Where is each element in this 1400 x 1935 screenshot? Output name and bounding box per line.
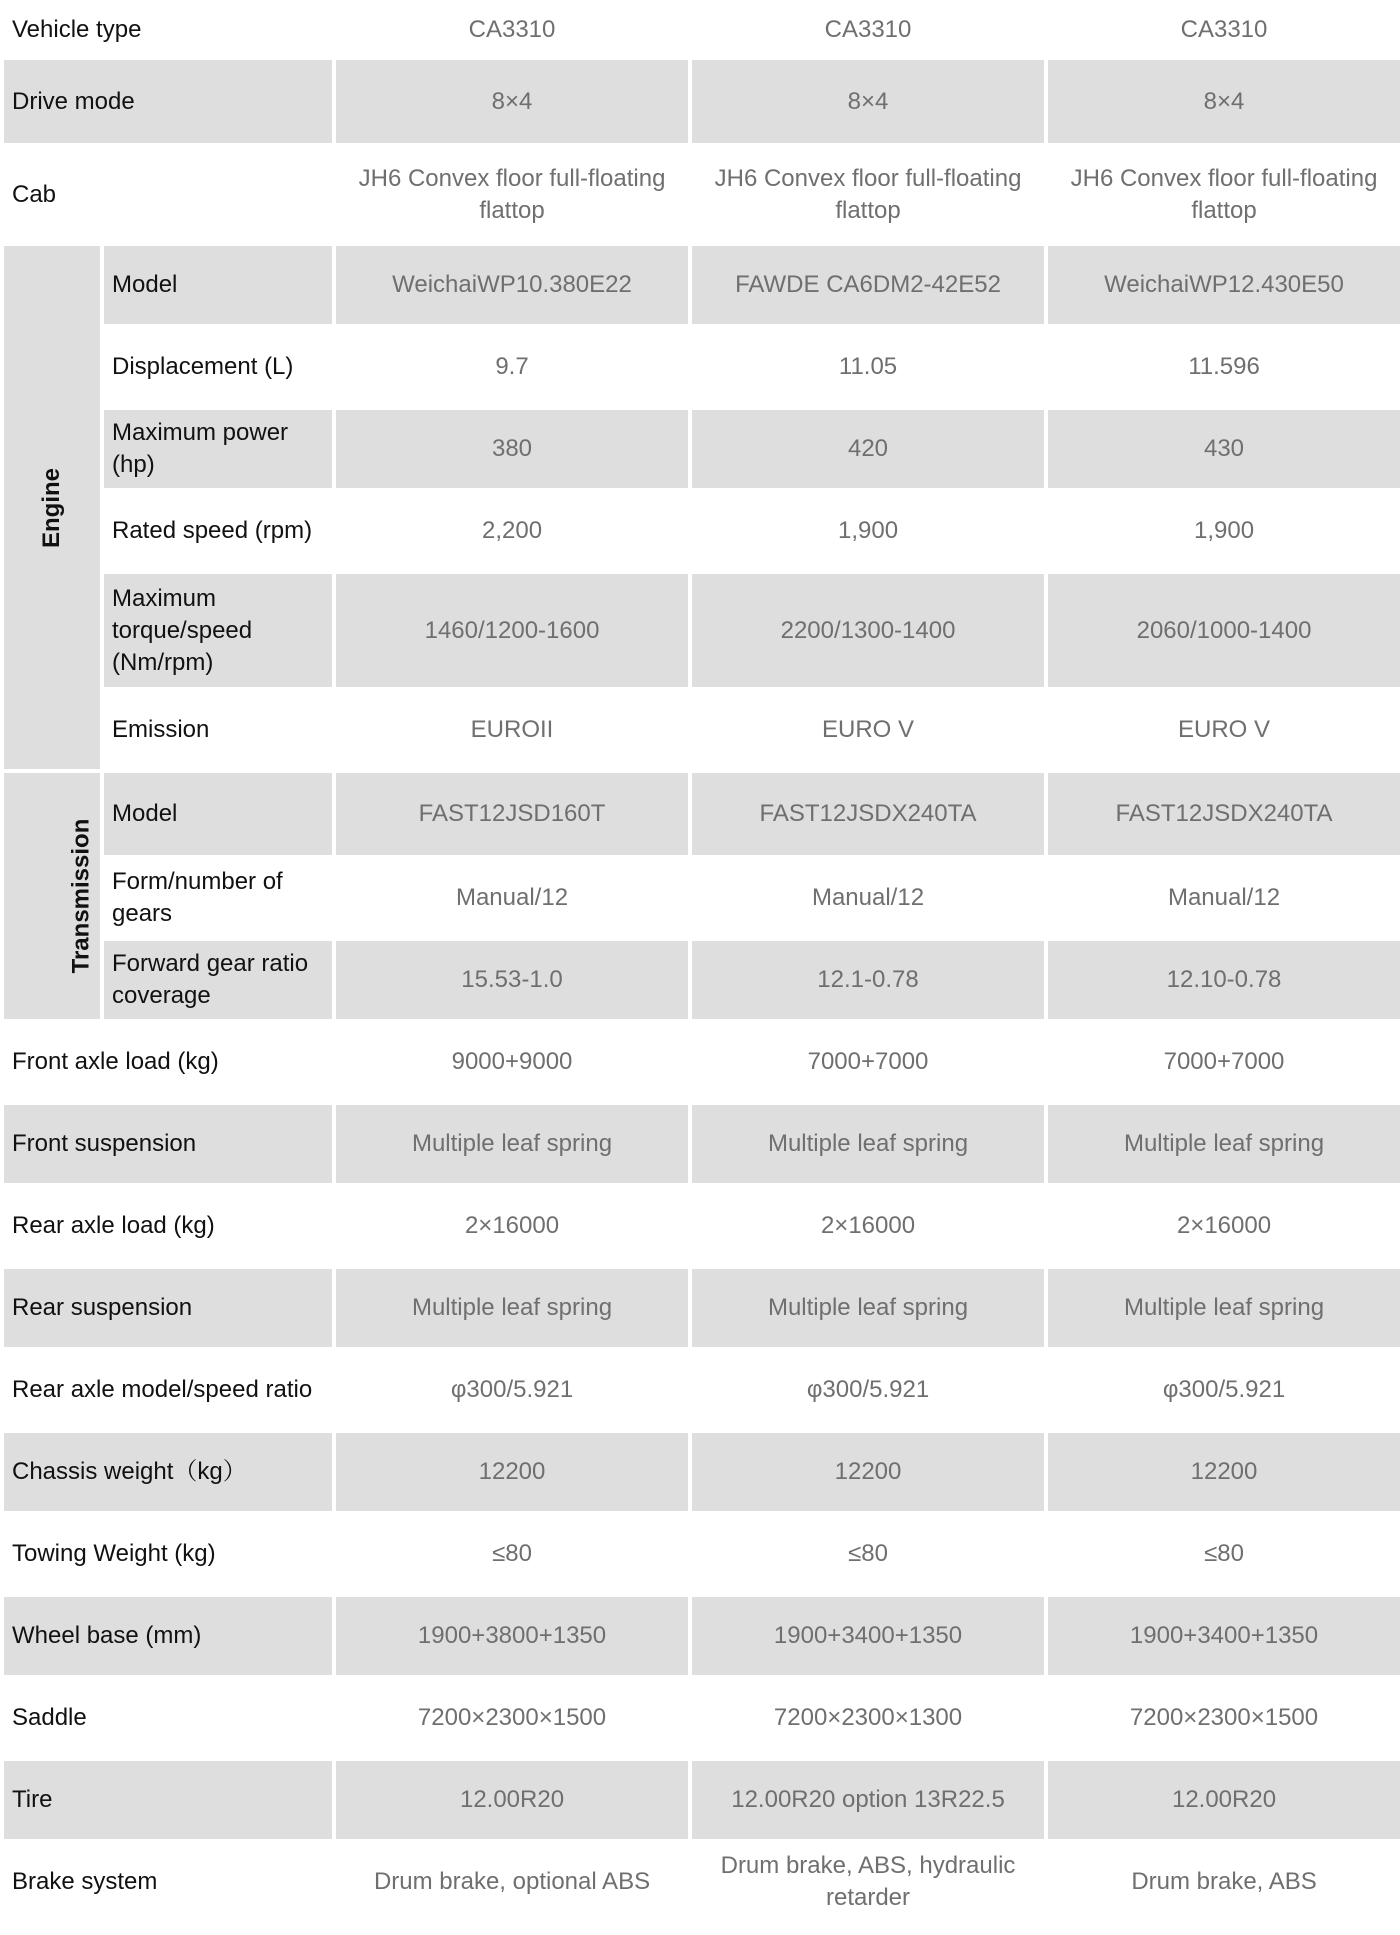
cell-value: WeichaiWP12.430E50 bbox=[1046, 244, 1400, 326]
cell-value: φ300/5.921 bbox=[334, 1349, 690, 1431]
table-row bbox=[2, 1267, 1400, 1349]
cell-value: 12200 bbox=[1046, 1431, 1400, 1513]
table-row bbox=[2, 1349, 1400, 1431]
row-label: Displacement (L) bbox=[102, 326, 334, 408]
row-label: Cab bbox=[2, 145, 334, 244]
table-row bbox=[2, 326, 1400, 408]
table-row bbox=[2, 1513, 1400, 1595]
cell-value: EUROII bbox=[334, 689, 690, 771]
table-row bbox=[2, 572, 1400, 689]
table-row bbox=[2, 1841, 1400, 1923]
cell-value: FAST12JSDX240TA bbox=[690, 771, 1046, 857]
table-row bbox=[2, 1431, 1400, 1513]
engine-group-text: Engine bbox=[37, 467, 65, 548]
row-label: Rear axle model/speed ratio bbox=[2, 1349, 334, 1431]
cell-value: 420 bbox=[690, 408, 1046, 490]
cell-value: 2200/1300-1400 bbox=[690, 572, 1046, 689]
table-row bbox=[2, 58, 1400, 145]
cell-value: 2×16000 bbox=[1046, 1185, 1400, 1267]
row-label: Forward gear ratio coverage bbox=[102, 939, 334, 1021]
cell-value: 1900+3400+1350 bbox=[690, 1595, 1046, 1677]
cell-value: 7200×2300×1500 bbox=[334, 1677, 690, 1759]
table-row bbox=[2, 408, 1400, 490]
row-label: Tire bbox=[2, 1759, 334, 1841]
cell-value: Multiple leaf spring bbox=[690, 1267, 1046, 1349]
row-label: Chassis weight（kg） bbox=[2, 1431, 334, 1513]
table-row bbox=[2, 145, 1400, 244]
table-row bbox=[2, 1103, 1400, 1185]
row-label: Rated speed (rpm) bbox=[102, 490, 334, 572]
table-row bbox=[2, 1595, 1400, 1677]
cell-value: FAST12JSD160T bbox=[334, 771, 690, 857]
cell-value: 7200×2300×1500 bbox=[1046, 1677, 1400, 1759]
cell-value: Multiple leaf spring bbox=[334, 1267, 690, 1349]
row-label: Rear axle load (kg) bbox=[2, 1185, 334, 1267]
cell-value: FAWDE CA6DM2-42E52 bbox=[690, 244, 1046, 326]
cell-value: Drum brake, ABS bbox=[1046, 1841, 1400, 1923]
cell-value: 8×4 bbox=[334, 58, 690, 145]
cell-value: Multiple leaf spring bbox=[690, 1103, 1046, 1185]
cell-value: 2060/1000-1400 bbox=[1046, 572, 1400, 689]
engine-group-label bbox=[2, 244, 102, 771]
table-row bbox=[2, 1185, 1400, 1267]
row-label: Rear suspension bbox=[2, 1267, 334, 1349]
cell-value: CA3310 bbox=[1046, 2, 1400, 58]
cell-value: 2,200 bbox=[334, 490, 690, 572]
cell-value: Multiple leaf spring bbox=[1046, 1103, 1400, 1185]
cell-value: 2×16000 bbox=[690, 1185, 1046, 1267]
cell-value: 12200 bbox=[690, 1431, 1046, 1513]
cell-value: 1,900 bbox=[1046, 490, 1400, 572]
row-label: Form/number of gears bbox=[102, 857, 334, 939]
cell-value: Drum brake, optional ABS bbox=[334, 1841, 690, 1923]
cell-value: 1900+3400+1350 bbox=[1046, 1595, 1400, 1677]
cell-value: CA3310 bbox=[690, 2, 1046, 58]
transmission-group-label bbox=[2, 771, 102, 1021]
cell-value: Multiple leaf spring bbox=[334, 1103, 690, 1185]
cell-value: 430 bbox=[1046, 408, 1400, 490]
cell-value: 380 bbox=[334, 408, 690, 490]
table-row bbox=[2, 2, 1400, 58]
cell-value: 12.00R20 bbox=[334, 1759, 690, 1841]
table-row bbox=[2, 490, 1400, 572]
cell-value: JH6 Convex floor full-floating flattop bbox=[334, 145, 690, 244]
cell-value: 12.1-0.78 bbox=[690, 939, 1046, 1021]
table-row bbox=[2, 1759, 1400, 1841]
cell-value: 7000+7000 bbox=[690, 1021, 1046, 1103]
cell-value: Manual/12 bbox=[334, 857, 690, 939]
cell-value: 12.00R20 option 13R22.5 bbox=[690, 1759, 1046, 1841]
row-label: Brake system bbox=[2, 1841, 334, 1923]
cell-value: 1,900 bbox=[690, 490, 1046, 572]
cell-value: φ300/5.921 bbox=[690, 1349, 1046, 1431]
table-row bbox=[2, 857, 1400, 939]
row-label: Vehicle type bbox=[2, 2, 334, 58]
row-label: Saddle bbox=[2, 1677, 334, 1759]
cell-value: ≤80 bbox=[690, 1513, 1046, 1595]
cell-value: Manual/12 bbox=[1046, 857, 1400, 939]
cell-value: Manual/12 bbox=[690, 857, 1046, 939]
cell-value: 1900+3800+1350 bbox=[334, 1595, 690, 1677]
cell-value: 12.00R20 bbox=[1046, 1759, 1400, 1841]
cell-value: 2×16000 bbox=[334, 1185, 690, 1267]
transmission-group-text: Transmission bbox=[67, 818, 95, 974]
cell-value: JH6 Convex floor full-floating flattop bbox=[1046, 145, 1400, 244]
cell-value: 9.7 bbox=[334, 326, 690, 408]
cell-value: 7200×2300×1300 bbox=[690, 1677, 1046, 1759]
row-label: Front axle load (kg) bbox=[2, 1021, 334, 1103]
cell-value: FAST12JSDX240TA bbox=[1046, 771, 1400, 857]
cell-value: 11.05 bbox=[690, 326, 1046, 408]
cell-value: 12200 bbox=[334, 1431, 690, 1513]
row-label: Model bbox=[102, 244, 334, 326]
cell-value: Drum brake, ABS, hydraulic retarder bbox=[690, 1841, 1046, 1923]
cell-value: ≤80 bbox=[334, 1513, 690, 1595]
cell-value: 7000+7000 bbox=[1046, 1021, 1400, 1103]
row-label: Front suspension bbox=[2, 1103, 334, 1185]
table-row bbox=[2, 771, 1400, 857]
row-label: Maximum torque/speed (Nm/rpm) bbox=[102, 572, 334, 689]
row-label: Towing Weight (kg) bbox=[2, 1513, 334, 1595]
cell-value: 1460/1200-1600 bbox=[334, 572, 690, 689]
cell-value: ≤80 bbox=[1046, 1513, 1400, 1595]
cell-value: φ300/5.921 bbox=[1046, 1349, 1400, 1431]
cell-value: 9000+9000 bbox=[334, 1021, 690, 1103]
cell-value: JH6 Convex floor full-floating flattop bbox=[690, 145, 1046, 244]
table-row bbox=[2, 244, 1400, 326]
cell-value: CA3310 bbox=[334, 2, 690, 58]
cell-value: WeichaiWP10.380E22 bbox=[334, 244, 690, 326]
cell-value: EURO V bbox=[1046, 689, 1400, 771]
table-row bbox=[2, 1677, 1400, 1759]
cell-value: 15.53-1.0 bbox=[334, 939, 690, 1021]
cell-value: 12.10-0.78 bbox=[1046, 939, 1400, 1021]
table-row bbox=[2, 689, 1400, 771]
row-label: Drive mode bbox=[2, 58, 334, 145]
cell-value: 11.596 bbox=[1046, 326, 1400, 408]
table-row bbox=[2, 939, 1400, 1021]
table-row bbox=[2, 1021, 1400, 1103]
row-label: Wheel base (mm) bbox=[2, 1595, 334, 1677]
cell-value: EURO V bbox=[690, 689, 1046, 771]
cell-value: 8×4 bbox=[690, 58, 1046, 145]
cell-value: Multiple leaf spring bbox=[1046, 1267, 1400, 1349]
row-label: Emission bbox=[102, 689, 334, 771]
cell-value: 8×4 bbox=[1046, 58, 1400, 145]
row-label: Model bbox=[102, 771, 334, 857]
row-label: Maximum power (hp) bbox=[102, 408, 334, 490]
